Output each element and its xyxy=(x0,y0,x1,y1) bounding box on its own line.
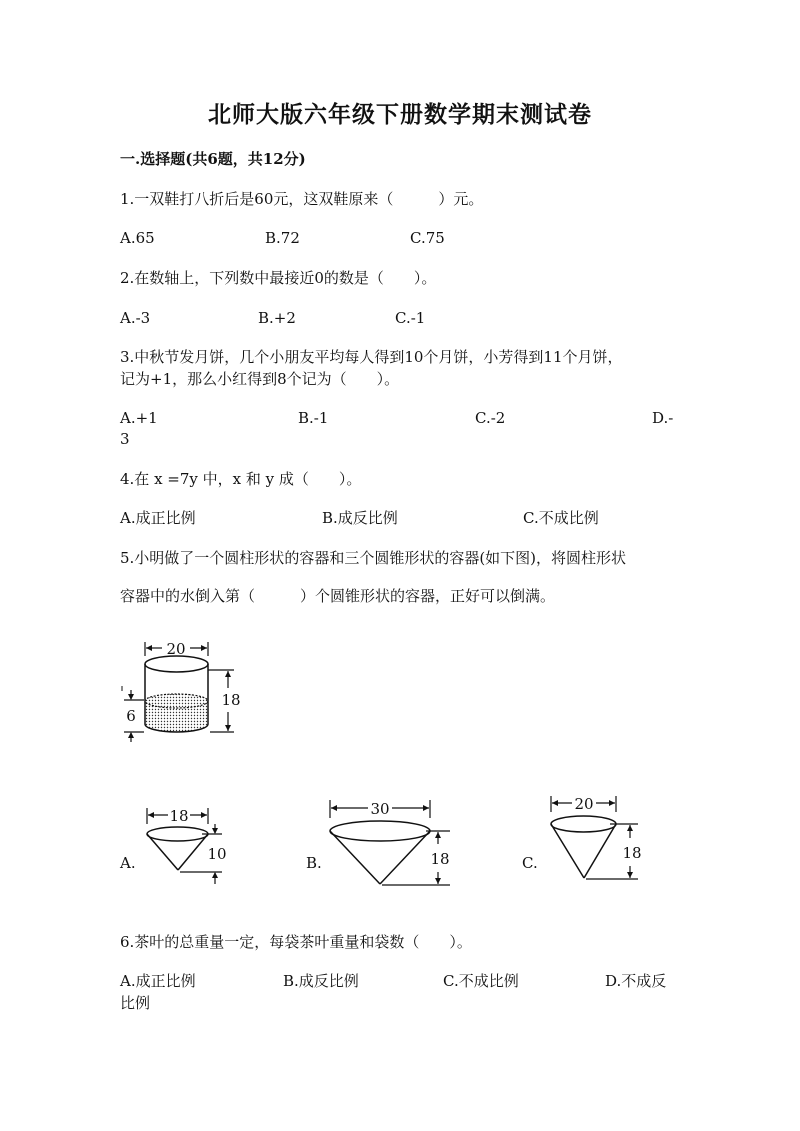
q4-option-b: B.成反比例 xyxy=(322,509,398,527)
cylinder-diameter-label: 20 xyxy=(166,640,186,658)
cylinder-figure xyxy=(118,636,248,748)
cone-a-figure xyxy=(140,806,240,888)
cylinder-water-label: 6 xyxy=(126,707,136,725)
cone-c-height-label: 18 xyxy=(622,844,642,862)
cone-c-label: C. xyxy=(522,854,538,872)
q4-option-c: C.不成比例 xyxy=(523,509,599,527)
cylinder-height-label: 18 xyxy=(221,691,241,709)
q3-option-b: B.-1 xyxy=(298,409,329,427)
q2-option-c: C.-1 xyxy=(395,309,426,327)
cone-b-label: B. xyxy=(306,854,322,872)
cone-a-height-label: 10 xyxy=(207,845,227,863)
section-heading: 一.选择题(共6题，共12分) xyxy=(120,150,306,168)
cone-b-diameter-label: 30 xyxy=(370,800,390,818)
q3-option-d: D.- xyxy=(652,409,674,427)
q6-option-a: A.成正比例 xyxy=(120,972,196,990)
q6-option-b: B.成反比例 xyxy=(283,972,359,990)
cone-b-height-label: 18 xyxy=(430,850,450,868)
q5-stem-line2: 容器中的水倒入第（ ）个圆锥形状的容器，正好可以倒满。 xyxy=(120,587,556,605)
q1-option-c: C.75 xyxy=(410,229,445,247)
q4-stem: 4.在 x =7y 中，x 和 y 成（ ）。 xyxy=(120,470,362,488)
page-title: 北师大版六年级下册数学期末测试卷 xyxy=(208,101,592,128)
cone-c-figure xyxy=(544,792,644,888)
cone-c-diameter-label: 20 xyxy=(574,795,594,813)
q6-option-c: C.不成比例 xyxy=(443,972,519,990)
q3-option-d-wrap: 3 xyxy=(120,430,130,448)
cone-b-figure xyxy=(322,796,458,892)
q6-option-d-wrap: 比例 xyxy=(120,994,151,1012)
q2-option-b: B.+2 xyxy=(258,309,296,327)
q1-option-b: B.72 xyxy=(265,229,300,247)
q3-stem-line2: 记为+1，那么小红得到8个记为（ ）。 xyxy=(120,370,400,388)
q2-option-a: A.-3 xyxy=(120,309,151,327)
q2-stem: 2.在数轴上，下列数中最接近0的数是（ ）。 xyxy=(120,269,437,287)
q4-option-a: A.成正比例 xyxy=(120,509,196,527)
q3-stem-line1: 3.中秋节发月饼，几个小朋友平均每人得到10个月饼，小芳得到11个月饼， xyxy=(120,348,623,366)
cone-a-label: A. xyxy=(120,854,136,872)
q5-stem-line1: 5.小明做了一个圆柱形状的容器和三个圆锥形状的容器(如下图)，将圆柱形状 xyxy=(120,549,627,567)
cone-a-diameter-label: 18 xyxy=(169,807,189,825)
q3-option-c: C.-2 xyxy=(475,409,506,427)
q1-option-a: A.65 xyxy=(120,229,155,247)
q3-option-a: A.+1 xyxy=(120,409,158,427)
q1-stem: 1.一双鞋打八折后是60元，这双鞋原来（ ）元。 xyxy=(120,190,484,208)
q6-stem: 6.茶叶的总重量一定，每袋茶叶重量和袋数（ ）。 xyxy=(120,933,472,951)
q6-option-d: D.不成反 xyxy=(605,972,667,990)
